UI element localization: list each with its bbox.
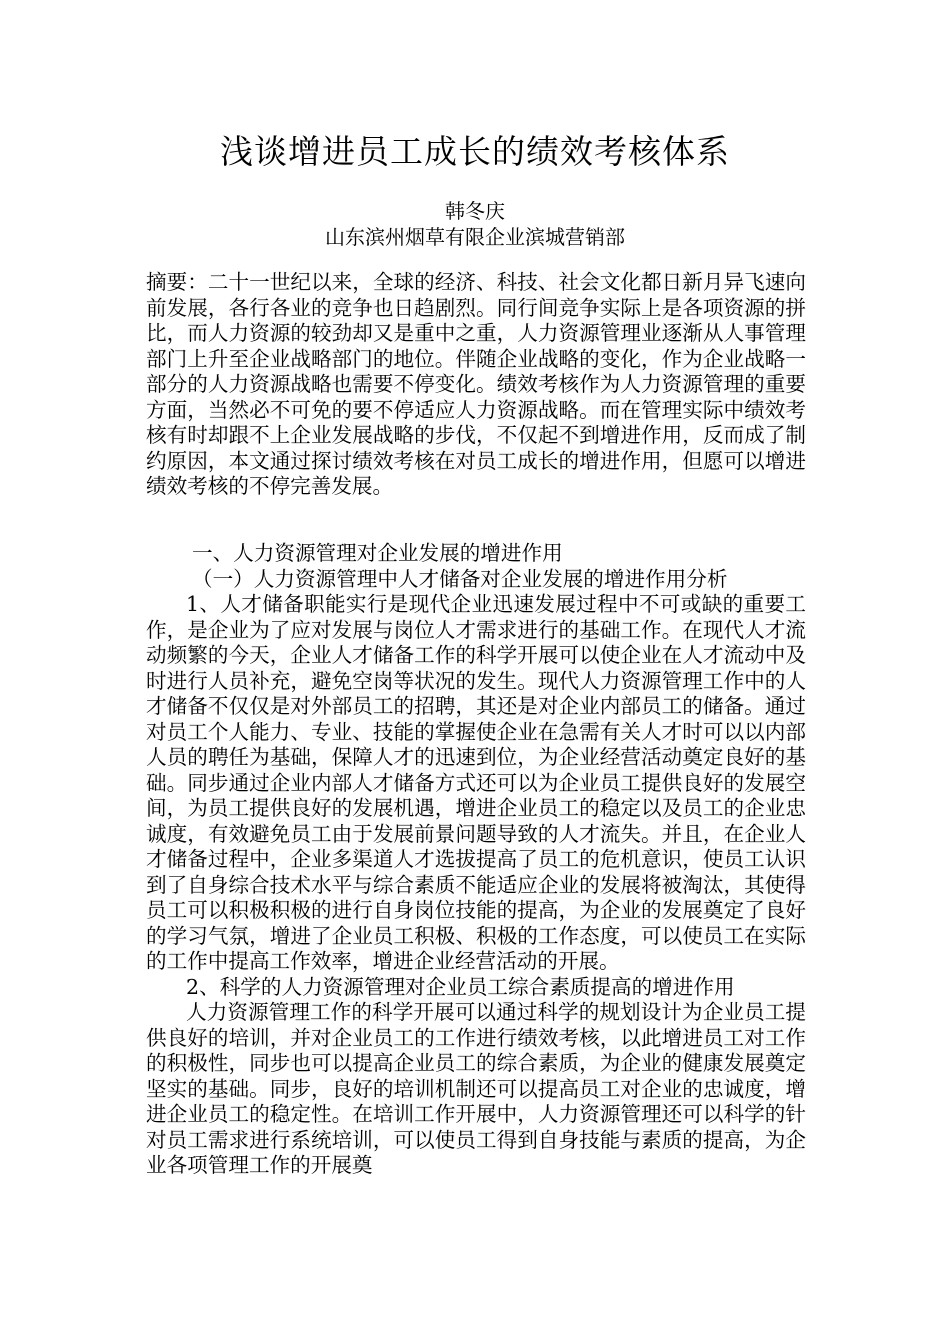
body-paragraph: 人力资源管理工作的科学开展可以通过科学的规划设计为企业员工提供良好的培训，并对企业员工的工作进行绩效考核，以此增进员工对工作的积极性，同步也可以提高企业员工的综合素质，为企业的健康发展奠定坚实的基础。同步，良好的培训机制还可以提高员工对企业的忠诚度，增进企业员工的稳定性。在培训工作开展中，人力资源管理还可以科学的针对员工需求进行系统培训，可以使员工得到自身技能与素质的提高，为企业各项管理工作的开展奠 xyxy=(146,1000,806,1177)
document-title: 浅谈增进员工成长的绩效考核体系 xyxy=(220,132,730,171)
section-heading: 一、人力资源管理对企业发展的增进作用 xyxy=(192,541,563,565)
subsection-heading: （一）人力资源管理中人才储备对企业发展的增进作用分析 xyxy=(192,566,728,591)
author-affiliation: 山东滨州烟草有限企业滨城营销部 xyxy=(325,225,625,249)
abstract-paragraph: 摘要：二十一世纪以来，全球的经济、科技、社会文化都日新月异飞速向前发展，各行各业的竞争也日趋剧烈。同行间竞争实际上是各项资源的拼比，而人力资源的较劲却又是重中之重，人力资源管理业逐渐从人事管理部门上升至企业战略部门的地位。伴随企业战略的变化，作为企业战略一部分的人力资源战略也需要不停变化。绩效考核作为人力资源管理的重要方面，当然必不可免的要不停适应人力资源战略。而在管理实际中绩效考核有时却跟不上企业发展战略的步伐，不仅起不到增进作用，反而成了制约原因，本文通过探讨绩效考核在对员工成长的增进作用，但愿可以增进绩效考核的不停完善发展。 xyxy=(146,270,806,498)
author-name: 韩冬庆 xyxy=(445,199,505,223)
body-paragraph: 1、人才储备职能实行是现代企业迅速发展过程中不可或缺的重要工作，是企业为了应对发展与岗位人才需求进行的基础工作。在现代人才流动频繁的今天，企业人才储备工作的科学开展可以使企业在人才流动中及时进行人员补充，避免空岗等状况的发生。现代人力资源管理工作中的人才储备不仅仅是对外部员工的招聘，其还是对企业内部员工的储备。通过对员工个人能力、专业、技能的掌握使企业在急需有关人才时可以以内部人员的聘任为基础，保障人才的迅速到位，为企业经营活动奠定良好的基础。同步通过企业内部人才储备方式还可以为企业员工提供良好的发展空间，为员工提供良好的发展机遇，增进企业员工的稳定以及员工的企业忠诚度，有效避免员工由于发展前景问题导致的人才流失。并且，在企业人才储备过程中，企业多渠道人才选拔提高了员工的危机意识，使员工认识到了自身综合技术水平与综合素质不能适应企业的发展将被淘汰，其使得员工可以积极积极的进行自身岗位技能的提高，为企业的发展奠定了良好的学习气氛，增进了企业员工积极、积极的工作态度，可以使员工在实际的工作中提高工作效率，增进企业经营活动的开展。 xyxy=(146,592,806,973)
point-heading: 2、科学的人力资源管理对企业员工综合素质提高的增进作用 xyxy=(186,974,735,999)
main-body xyxy=(146,541,806,1179)
